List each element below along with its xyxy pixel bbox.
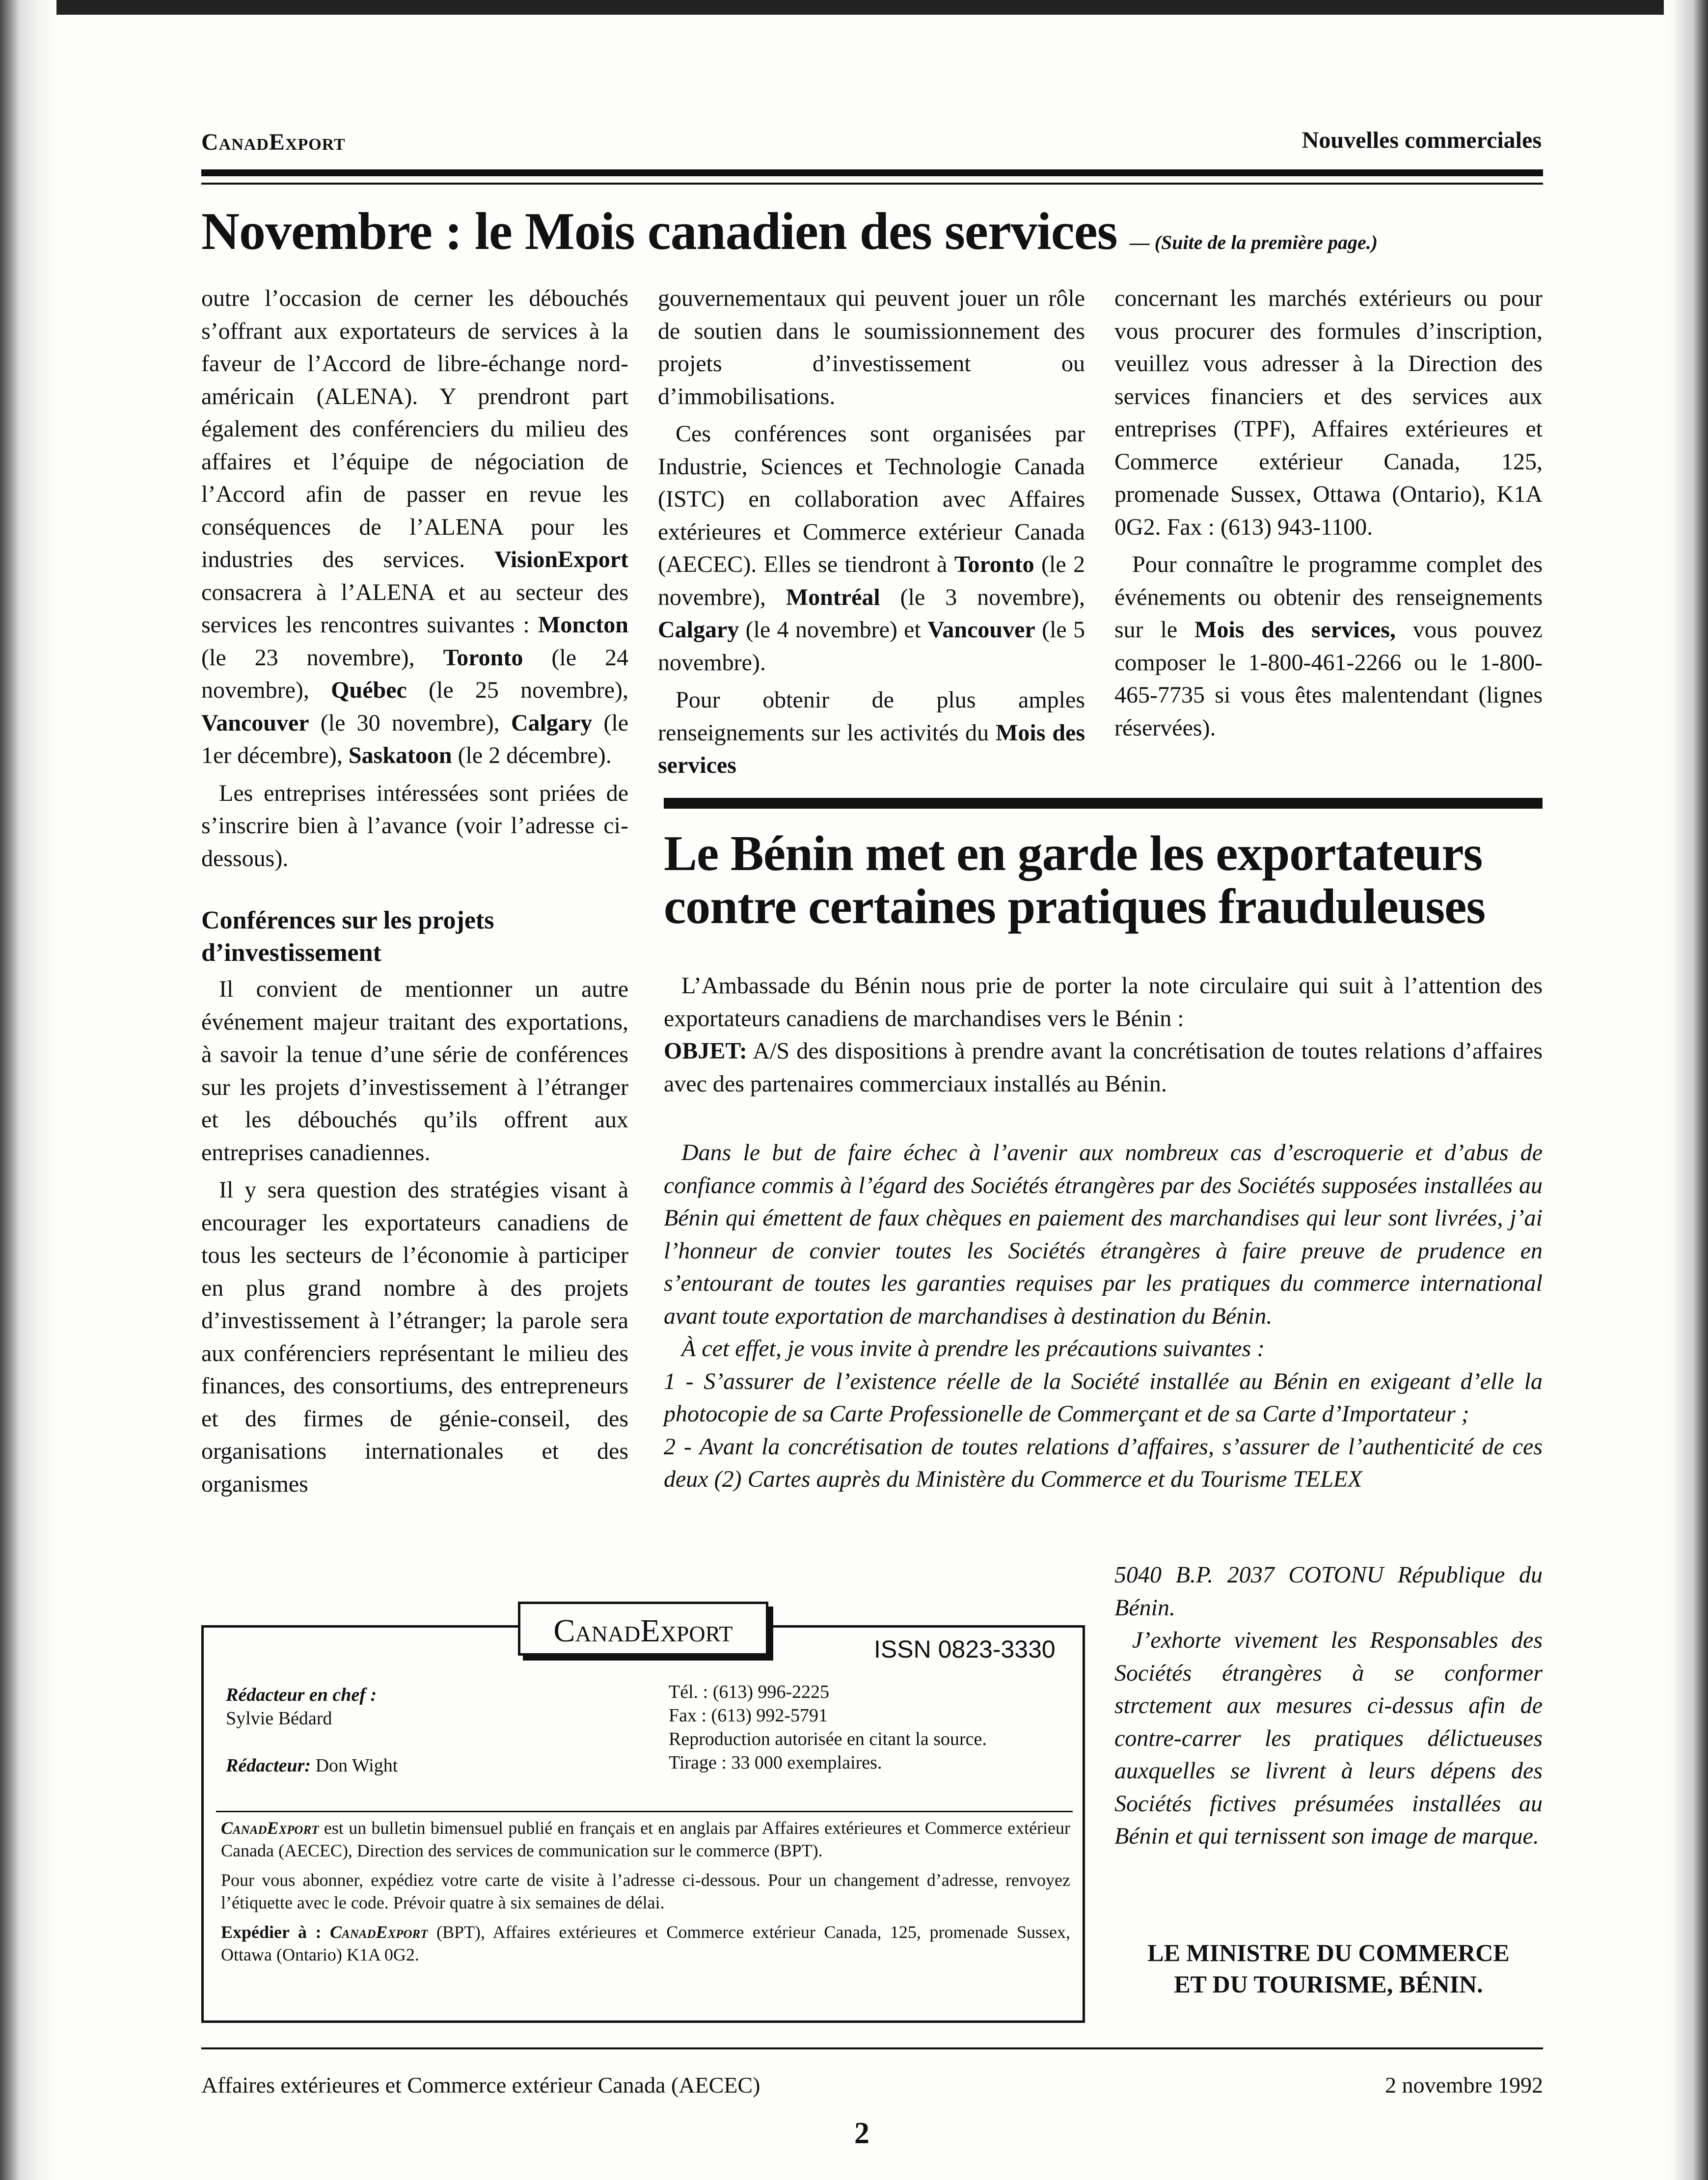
shipping-address: Expédier à : CanadExport (BPT), Affaires extérieures et Commerce extérieur Canada, 125, promenade Sussex, Ottawa (Ontario) K1A 0G2. [221, 1922, 1070, 1964]
publication-name: CanadExport [201, 129, 346, 155]
masthead-info [221, 1817, 1070, 1966]
article1-column-1 [201, 282, 628, 1500]
col3-paragraph-2: Pour connaître le programme complet des événements ou obtenir des renseignements sur le Mois des services, vous pouvez composer le 1-800-461-2266 ou le 1-800-465-7735 si vous êtes malentendant (lignes réservées). [1114, 551, 1543, 741]
circulation: Tirage : 33 000 exemplaires. [669, 1752, 882, 1773]
masthead-logo: CanadExport [518, 1602, 768, 1656]
section-name: Nouvelles commerciales [1301, 127, 1542, 153]
article2-circular-note [664, 1137, 1543, 1496]
header-rule-thin [201, 183, 1543, 185]
footer-date: 2 novembre 1992 [1385, 2072, 1543, 2098]
footer-rule [201, 2047, 1543, 2049]
col3-paragraph-1: concernant les marchés extérieurs ou pour vous procurer des formules d’inscription, veuillez vous adresser à la Direction des services financiers et des services aux entreprises (TPF), Affaires extérieures et Commerce extérieur Canada, 125, promenade Sussex, Ottawa (Ontario), K1A 0G2. Fax : (613) 943-1100. [1114, 285, 1543, 540]
article2-intro [664, 970, 1543, 1100]
page-number: 2 [854, 2117, 869, 2150]
note-item-2: 2 - Avant la concrétisation de toutes relations d’affaires, s’assurer de l’authenticité de ces deux (2) Cartes auprès du Ministère du Commerce et du Tourisme TELEX [664, 1433, 1543, 1492]
scan-right-edge [1664, 0, 1708, 2180]
footer-organization: Affaires extérieures et Commerce extérieur Canada (AECEC) [201, 2072, 760, 2098]
editor-chief-label: Rédacteur en chef : [226, 1685, 377, 1705]
article2-top-rule [664, 798, 1543, 809]
fax: Fax : (613) 992-5791 [669, 1705, 828, 1726]
issn: ISSN 0823-3330 [874, 1635, 1056, 1663]
article2-objet: OBJET: A/S des dispositions à prendre avant la concrétisation de toutes relations d’affaires avec des partenaires commerciaux installés au Bénin. [664, 1038, 1543, 1097]
header-rule-thick [201, 169, 1543, 176]
note-paragraph-1: Dans le but de faire échec à l’avenir aux nombreux cas d’escroquerie et d’abus de confiance commis à l’égard des Sociétés étrangères par des Sociétés supposées installées au Bénin qui émettent de faux chèques en paiement des marchandises qui leur sont livrées, j’ai l’honneur de convier toutes les Sociétés étrangères à faire preuve de prudence en s’entourant de toutes les garanties requises par les pratiques du commerce international avant toute exportation de marchandises à destination du Bénin. [664, 1140, 1543, 1329]
phone: Tél. : (613) 996-2225 [669, 1682, 830, 1702]
article1-column-3 [1114, 282, 1543, 744]
scan-left-edge [0, 0, 56, 2180]
article2-headline [664, 827, 1557, 933]
article2-note-continued [1114, 1559, 1543, 1853]
scan-top-border [0, 0, 1708, 15]
masthead-separator [216, 1811, 1073, 1812]
article2-title-line-2: contre certaines pratiques frauduleuses [664, 879, 1486, 934]
article1-headline [201, 201, 1576, 262]
objet-label: OBJET: [664, 1038, 747, 1064]
note-exhortation: J’exhorte vivement les Responsables des Sociétés étrangères à se conformer strctement aux mesures ci-dessus afin de contre-carrer les pratiques délictueuses auxquelles se livrent à leurs dépens des Sociétés fictives présumées installées au Bénin et qui ternissent son image de marque. [1114, 1627, 1543, 1849]
col1-paragraph-4: Il y sera question des stratégies visant à encourager les exportateurs canadiens de tous les secteurs de l’économie à participer en plus grand nombre à des projets d’investissement à l’étranger; la parole sera aux conférenciers représentant le milieu des finances, des consortiums, des entrepreneurs et des firmes de génie-conseil, des organisations internationales et des organismes [201, 1177, 628, 1497]
editor-label: Rédacteur: [226, 1755, 311, 1776]
col1-paragraph-1: outre l’occasion de cerner les débouchés s’offrant aux exportateurs de services à la faveur de l’Accord de libre-échange nord-américain (ALENA). Y prendront part également des conférenciers du milieu des affaires et l’équipe de négociation de l’Accord afin de passer en revue les conséquences de l’ALENA pour les industries des services. VisionExport consacrera à l’ALENA et au secteur des services les rencontres suivantes : Moncton (le 23 novembre), Toronto (le 24 novembre), Québec (le 25 novembre), Vancouver (le 30 novembre), Calgary (le 1er décembre), Saskatoon (le 2 décembre). [201, 285, 629, 768]
editor-chief-name: Sylvie Bédard [226, 1708, 332, 1729]
editor-chief-block [226, 1683, 377, 1730]
reproduction-note: Reproduction autorisée en citant la source. [669, 1729, 987, 1749]
about-publication: CanadExport est un bulletin bimensuel publié en français et en anglais par Affaires extérieures et Commerce extérieur Canada (AECEC), Direction des services de communication sur le commerce (BPT). [221, 1818, 1071, 1860]
col2-paragraph-1: gouvernementaux qui peuvent jouer un rôle de soutien dans le soumissionnement des projets d’investissement ou d’immobilisations. [658, 285, 1085, 409]
note-item-1: 1 - S’assurer de l’existence réelle de la Société installée au Bénin en exigeant d’elle la photocopie de sa Carte Professionelle de Commerçant et de sa Carte d’Importateur ; [664, 1368, 1543, 1427]
article1-continuation: — (Suite de la première page.) [1130, 231, 1378, 253]
col2-paragraph-2: Ces conférences sont organisées par Industrie, Sciences et Technologie Canada (ISTC) en collaboration avec Affaires extérieures et Commerce extérieur Canada (AECEC). Elles se tiendront à Toronto (le 2 novembre), Montréal (le 3 novembre), Calgary (le 4 novembre) et Vancouver (le 5 novembre). [658, 421, 1085, 676]
col1-paragraph-3: Il convient de mentionner un autre événement majeur traitant des exportations, à savoir la tenue d’une série de conférences sur les projets d’investissement à l’étranger et les débouchés qu’ils offrent aux entreprises canadiennes. [201, 976, 628, 1166]
visionexport-bold: VisionExport [494, 546, 629, 572]
col1-subheading: Conférences sur les projets d’investissement [201, 906, 494, 967]
article1-column-2 [658, 282, 1085, 782]
contact-block [669, 1680, 987, 1774]
note-paragraph-2: À cet effet, je vous invite à prendre les précautions suivantes : [681, 1335, 1265, 1362]
col2-paragraph-3: Pour obtenir de plus amples renseignements sur les activités du Mois des services [658, 687, 1085, 778]
editor-block [226, 1754, 398, 1777]
editor-name: Don Wight [315, 1755, 398, 1776]
article1-title: Novembre : le Mois canadien des services [201, 202, 1117, 261]
article2-signature: LE MINISTRE DU COMMERCE ET DU TOURISME, BÉNIN. [1147, 1939, 1510, 1998]
article2-intro-text: L’Ambassade du Bénin nous prie de porter la note circulaire qui suit à l’attention des exportateurs canadiens de marchandises vers le Bénin : [664, 973, 1543, 1032]
subscription-info: Pour vous abonner, expédiez votre carte de visite à l’adresse ci-dessous. Pour un changement d’adresse, renvoyez l’étiquette avec le code. Prévoir quatre à six semaines de délai. [221, 1870, 1070, 1912]
article2-title-line-1: Le Bénin met en garde les exportateurs [664, 826, 1483, 881]
note-address: 5040 B.P. 2037 COTONU République du Bénin. [1114, 1562, 1543, 1621]
col1-paragraph-2: Les entreprises intéressées sont priées de s’inscrire bien à l’avance (voir l’adresse ci-dessous). [201, 780, 628, 872]
